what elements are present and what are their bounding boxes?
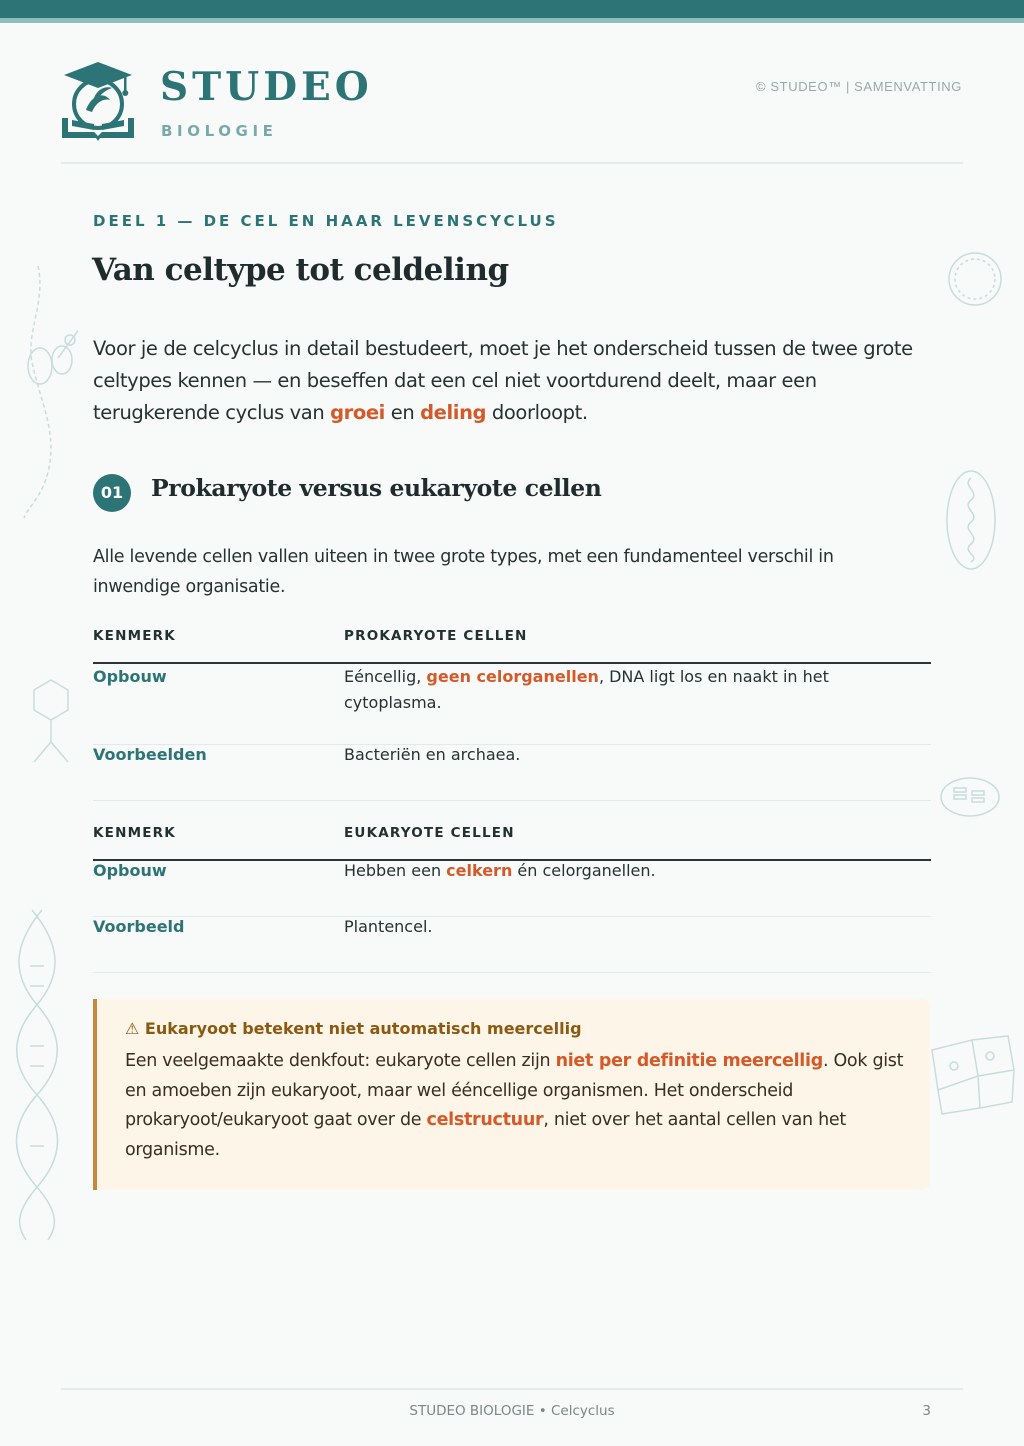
column-header: KENMERK: [93, 825, 344, 860]
row-value: [344, 860, 931, 916]
row-label: Voorbeeld: [93, 916, 344, 972]
prokaryote-table: [93, 628, 931, 801]
row-label: Opbouw: [93, 860, 344, 916]
footer-divider: [61, 1388, 963, 1390]
table-header-row: [93, 825, 931, 860]
intro-text: en: [384, 401, 421, 424]
warning-text-part: . Ook gist en amoeben zijn eukaryoot, maar wel ééncellige organismen. Het onderscheid prokaryoot/eukaryoot gaat over de: [125, 1051, 904, 1130]
warning-text-part: Een veelgemaakte denkfout: eukaryote cellen zijn: [125, 1051, 556, 1071]
plant-cells-icon: [928, 1030, 1018, 1120]
molecule-sketch-icon: [28, 676, 74, 768]
table-row: [93, 663, 931, 744]
highlight-groei: groei: [330, 401, 385, 424]
row-value: Plantencel.: [344, 916, 931, 972]
cell-text: Eéncellig,: [344, 667, 427, 686]
part-kicker: DEEL 1 — DE CEL EN HAAR LEVENSCYCLUS: [93, 212, 559, 230]
graduation-book-logo-icon: [58, 58, 138, 144]
footer-text: STUDEO BIOLOGIE • Celcyclus: [409, 1403, 615, 1419]
dna-helix-icon: [8, 906, 66, 1242]
page-title: Van celtype tot celdeling: [92, 252, 509, 288]
top-accent-bar: [0, 0, 1024, 18]
column-header: KENMERK: [93, 628, 344, 663]
column-header: PROKARYOTE CELLEN: [344, 628, 931, 663]
row-label: Voorbeelden: [93, 744, 344, 800]
cell-text: Hebben een: [344, 861, 447, 880]
highlight-celstructuur: celstructuur: [426, 1110, 544, 1130]
table-row: [93, 860, 931, 916]
section-title: Prokaryote versus eukaryote cellen: [151, 474, 602, 502]
table-row: [93, 916, 931, 972]
intro-text: Voor je de celcyclus in detail bestudeert, moet je het onderscheid tussen de twee grote celtypes kennen — en beseffen dat een cel niet voortdurend deelt, maar een terugkerende cyclus van: [93, 337, 913, 424]
cell-text: , DNA ligt los en naakt in het cytoplasma.: [344, 667, 829, 712]
chloroplast-icon: [938, 774, 1002, 820]
warning-title: ⚠ Eukaryoot betekent niet automatisch meercellig: [125, 1019, 582, 1038]
top-accent-stripe: [0, 18, 1024, 23]
highlight-deling: deling: [420, 401, 487, 424]
eukaryote-table: [93, 825, 931, 973]
table-header-row: [93, 628, 931, 663]
copyright-notice: © STUDEO™ | SAMENVATTING: [756, 79, 962, 94]
intro-paragraph: [93, 333, 933, 429]
brand-name: STUDEO: [160, 64, 373, 110]
warning-text: [125, 1047, 915, 1165]
cell-sketch-left-icon: [18, 262, 78, 522]
header-divider: [61, 162, 963, 164]
warning-text-part: , niet over het aantal cellen van het organisme.: [125, 1110, 846, 1160]
intro-text: doorloopt.: [486, 401, 588, 424]
highlight-celkern: celkern: [446, 861, 513, 880]
brand-subject: BIOLOGIE: [161, 122, 278, 140]
section-text: Alle levende cellen vallen uiteen in twee grote types, met een fundamenteel verschil in inwendige organisatie.: [93, 547, 834, 597]
row-value: [344, 663, 931, 744]
circle-cell-right-icon: [944, 248, 1006, 310]
row-label: Opbouw: [93, 663, 344, 744]
warning-callout: [93, 999, 930, 1190]
highlight-geen-celorganellen: geen celorganellen: [426, 667, 599, 686]
column-header: EUKARYOTE CELLEN: [344, 825, 931, 860]
table-row: [93, 744, 931, 800]
mitochondrion-icon: [944, 468, 998, 572]
highlight-niet-meercellig: niet per definitie meercellig: [555, 1051, 823, 1071]
page-number: 3: [922, 1403, 931, 1419]
row-value: Bacteriën en archaea.: [344, 744, 931, 800]
cell-text: én celorganellen.: [512, 861, 656, 880]
section-number-badge: 01: [93, 474, 131, 512]
